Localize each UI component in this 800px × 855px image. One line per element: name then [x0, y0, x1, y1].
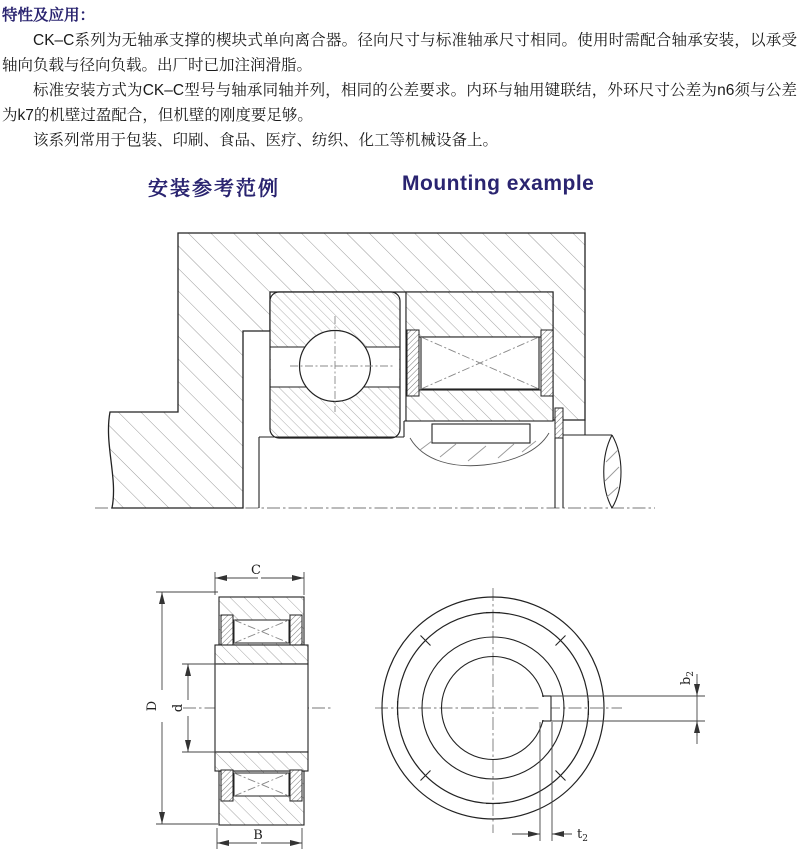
dimension-b2 — [551, 671, 705, 744]
snap-ring-right — [541, 330, 553, 396]
intro-text-block — [2, 3, 797, 153]
dimension-B — [217, 828, 302, 849]
dimension-t2 — [512, 722, 588, 844]
technical-drawings — [0, 200, 800, 855]
intro-paragraph-1: CK–C系列为无轴承支撑的楔块式单向离合器。径向尺寸与标准轴承尺寸相同。使用时需配合轴承安装，以承受轴向负载与径向负载。出厂时已加注润滑脂。 — [2, 32, 797, 74]
snap-ring-left — [407, 330, 419, 396]
dim-label-d: d — [171, 703, 186, 713]
section-heading-chinese: 安装参考范例 — [148, 178, 280, 200]
mounting-example-figure — [95, 233, 655, 508]
keyway — [541, 696, 551, 721]
bore-opening — [215, 664, 308, 752]
shaft-break-symbol — [604, 435, 621, 508]
intro-paragraph-3: 该系列常用于包装、印刷、食品、医疗、纺织、化工等机械设备上。 — [33, 132, 499, 149]
clutch-section — [406, 292, 553, 466]
dim-label-b2: $b_2$ — [679, 670, 696, 686]
clutch-outer-ring — [406, 292, 553, 337]
clutch-front-view — [375, 588, 705, 844]
shaft-key — [432, 424, 530, 443]
section-heading-english: Mounting example — [402, 172, 595, 195]
intro-paragraph-2: 标准安装方式为CK–C型号与轴承同轴并列，相同的公差要求。内环与轴用键联结，外环尺寸公差为n6须与公差为k7的机壁过盈配合，但机壁的刚度要足够。 — [2, 82, 797, 124]
ball-bearing-section — [270, 292, 400, 438]
locating-collar — [555, 408, 563, 438]
dim-label-D: D — [145, 700, 160, 712]
dim-label-B: B — [253, 828, 263, 843]
clutch-inner-ring — [406, 390, 553, 421]
intro-title: 特性及应用： — [2, 7, 96, 24]
dimension-C — [215, 563, 304, 595]
dim-label-C: C — [251, 563, 261, 578]
sprag-cage — [421, 337, 539, 389]
clutch-dimension-section-view — [145, 563, 332, 849]
dim-label-t2: $t_2$ — [577, 827, 588, 844]
